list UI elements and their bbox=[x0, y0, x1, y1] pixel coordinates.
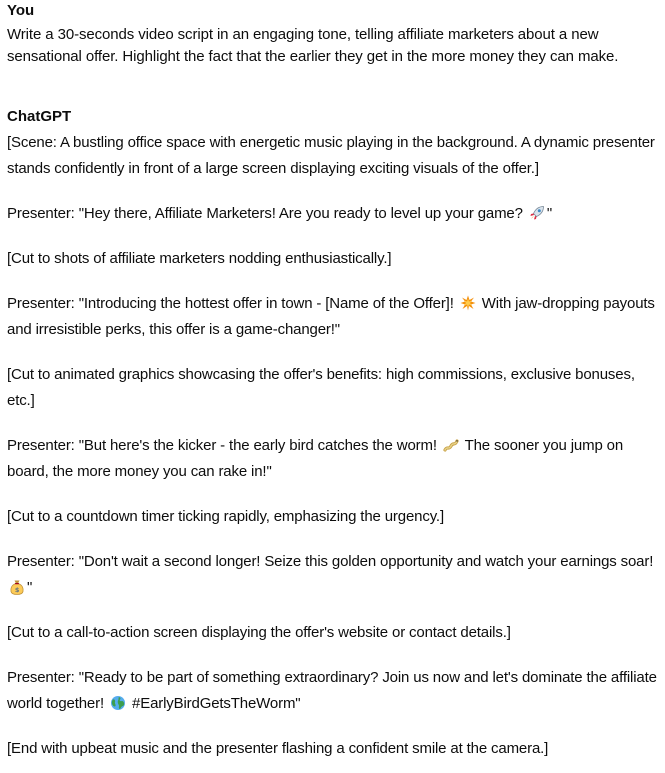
paragraph-text: The sooner you jump on board, the more money you can rake in!" bbox=[7, 437, 624, 480]
user-message bbox=[7, 2, 657, 68]
script-paragraph bbox=[7, 130, 657, 182]
globe-icon bbox=[110, 695, 126, 711]
worm-icon bbox=[443, 437, 459, 453]
script-paragraph bbox=[7, 246, 657, 272]
script-paragraph bbox=[7, 201, 657, 227]
paragraph-text: [Cut to a countdown timer ticking rapidly, emphasizing the urgency.] bbox=[7, 508, 444, 525]
script-paragraph bbox=[7, 291, 657, 343]
money-bag-icon bbox=[9, 579, 25, 595]
script-paragraph bbox=[7, 665, 657, 717]
script-paragraph bbox=[7, 433, 657, 485]
script-paragraph bbox=[7, 504, 657, 530]
script-paragraph bbox=[7, 549, 657, 601]
user-author-label: You bbox=[7, 2, 35, 19]
script-paragraph bbox=[7, 620, 657, 646]
paragraph-text: " bbox=[27, 579, 33, 596]
paragraph-text: [Cut to shots of affiliate marketers nodding enthusiastically.] bbox=[7, 250, 392, 267]
assistant-message bbox=[7, 108, 657, 762]
paragraph-text: Presenter: "Ready to be part of something extraordinary? Join us now and let's dominate the affiliate world together! bbox=[7, 669, 657, 712]
paragraph-text: [End with upbeat music and the presenter flashing a confident smile at the camera.] bbox=[7, 740, 549, 757]
user-message-text: Write a 30-seconds video script in an engaging tone, telling affiliate marketers about a new sensational offer. Highlight the fact that the earlier they get in the more money they can make. bbox=[7, 26, 619, 65]
collision-icon bbox=[460, 295, 476, 311]
paragraph-text: Presenter: "Introducing the hottest offer in town - [Name of the Offer]! bbox=[7, 295, 458, 312]
paragraph-text: " bbox=[546, 205, 553, 222]
paragraph-text: [Scene: A bustling office space with energetic music playing in the background. A dynamic presenter stands confidently in front of a large screen displaying exciting visuals of the offer.] bbox=[7, 134, 655, 177]
rocket-icon bbox=[529, 205, 545, 221]
paragraph-text: Presenter: "Don't wait a second longer! Seize this golden opportunity and watch your earnings soar! bbox=[7, 553, 654, 570]
assistant-message-body bbox=[7, 130, 657, 762]
paragraph-text: [Cut to animated graphics showcasing the offer's benefits: high commissions, exclusive bonuses, etc.] bbox=[7, 366, 635, 409]
svg-text:$: $ bbox=[14, 586, 20, 594]
paragraph-text: Presenter: "Hey there, Affiliate Marketers! Are you ready to level up your game? bbox=[7, 205, 527, 222]
script-paragraph bbox=[7, 736, 657, 762]
paragraph-text: [Cut to a call-to-action screen displaying the offer's website or contact details.] bbox=[7, 624, 511, 641]
paragraph-text: Presenter: "But here's the kicker - the early bird catches the worm! bbox=[7, 437, 441, 454]
paragraph-text: #EarlyBirdGetsTheWorm" bbox=[128, 695, 301, 712]
paragraph-text: With jaw-dropping payouts and irresistible perks, this offer is a game-changer!" bbox=[7, 295, 655, 338]
assistant-author-label: ChatGPT bbox=[7, 108, 72, 125]
script-paragraph bbox=[7, 362, 657, 414]
